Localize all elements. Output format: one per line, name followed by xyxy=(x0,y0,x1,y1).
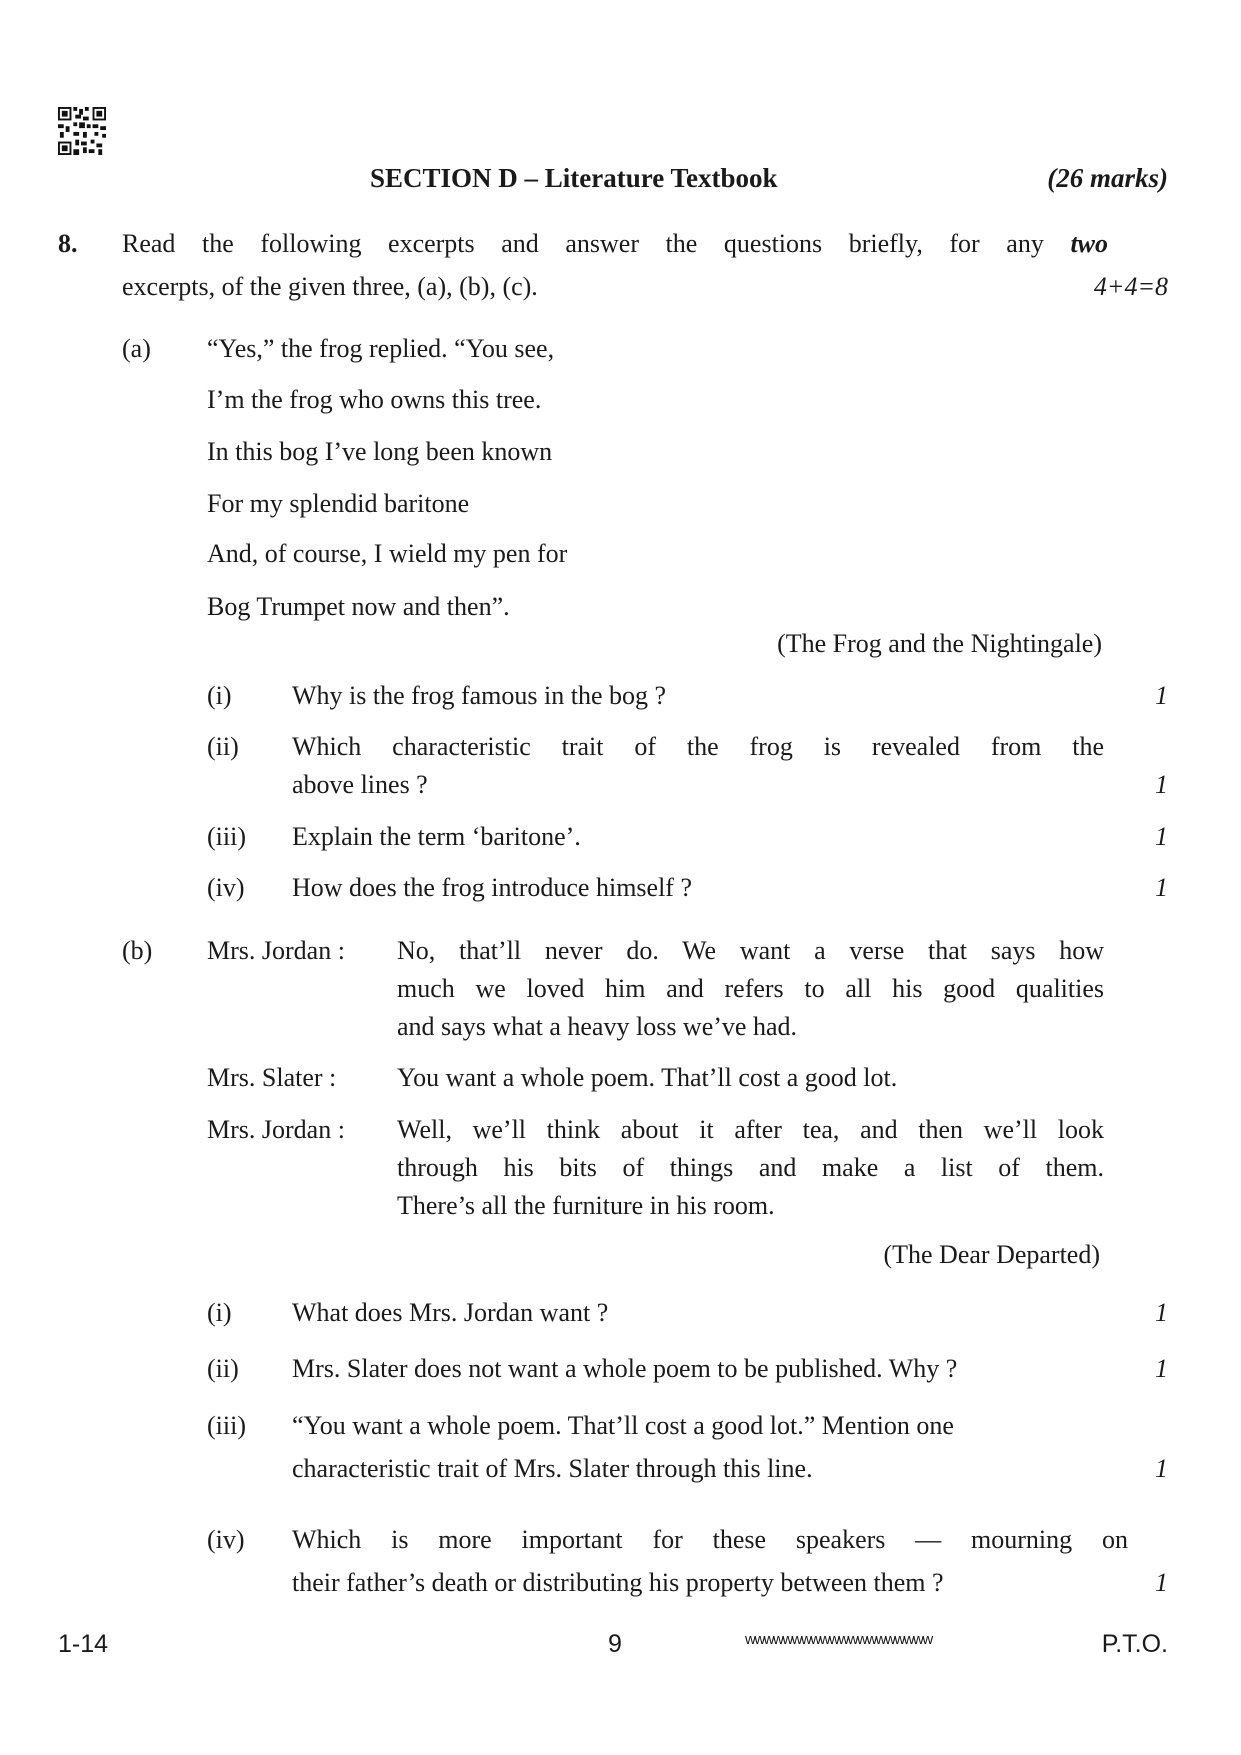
pto-label: P.T.O. xyxy=(1101,1630,1168,1658)
wave-decoration: wwwwwwwwwwwwwwwwwwww xyxy=(745,1631,932,1648)
sub-question-text: Explain the term ‘baritone’. xyxy=(292,822,581,851)
instruction-line-2: excerpts, of the given three, (a), (b), (c). xyxy=(122,272,538,301)
dialogue-line: Well, we’ll think about it after tea, and then we’ll look xyxy=(397,1115,1104,1144)
sub-question-marks: 1 xyxy=(1155,873,1168,902)
sub-question-number: (ii) xyxy=(207,732,239,761)
poem-line: Bog Trumpet now and then”. xyxy=(207,592,510,621)
source-citation: (The Frog and the Nightingale) xyxy=(777,629,1102,658)
dialogue-line: and says what a heavy loss we’ve had. xyxy=(397,1012,797,1041)
sub-question-text: “You want a whole poem. That’ll cost a good lot.” Mention one xyxy=(292,1411,954,1440)
sub-question-marks: 1 xyxy=(1155,822,1168,851)
sub-question-number: (ii) xyxy=(207,1354,239,1383)
dialogue-line: You want a whole poem. That’ll cost a good lot. xyxy=(397,1063,898,1092)
dialogue-speaker: Mrs. Jordan : xyxy=(207,1115,345,1144)
section-title: SECTION D – Literature Textbook xyxy=(370,163,778,193)
sub-question-marks: 1 xyxy=(1155,681,1168,710)
question-number: 8. xyxy=(58,229,78,258)
sub-question-marks: 1 xyxy=(1155,1298,1168,1327)
sub-question-text: above lines ? xyxy=(292,770,428,799)
poem-line: “Yes,” the frog replied. “You see, xyxy=(207,334,555,363)
part-b-label: (b) xyxy=(122,936,153,965)
dialogue-line: much we loved him and refers to all his good qualities xyxy=(397,974,1104,1003)
sub-question-marks: 1 xyxy=(1155,1354,1168,1383)
qr-code-icon xyxy=(58,107,106,155)
paper-code: 1-14 xyxy=(58,1630,109,1658)
dialogue-speaker: Mrs. Slater : xyxy=(207,1063,337,1092)
sub-question-number: (iv) xyxy=(207,873,245,902)
sub-question-text: What does Mrs. Jordan want ? xyxy=(292,1298,609,1327)
sub-question-text: Mrs. Slater does not want a whole poem to be published. Why ? xyxy=(292,1354,958,1383)
dialogue-line: No, that’ll never do. We want a verse that says how xyxy=(397,936,1104,965)
poem-line: In this bog I’ve long been known xyxy=(207,437,553,466)
part-a-label: (a) xyxy=(122,334,151,363)
page-number: 9 xyxy=(608,1630,622,1658)
sub-question-text: characteristic trait of Mrs. Slater through this line. xyxy=(292,1454,813,1483)
sub-question-number: (i) xyxy=(207,1298,232,1327)
source-citation: (The Dear Departed) xyxy=(883,1240,1100,1269)
poem-line: For my splendid baritone xyxy=(207,489,470,518)
sub-question-number: (iii) xyxy=(207,1411,246,1440)
sub-question-text: Which characteristic trait of the frog is revealed from the xyxy=(292,732,1104,761)
sub-question-text: Why is the frog famous in the bog ? xyxy=(292,681,667,710)
sub-question-marks: 1 xyxy=(1155,1454,1168,1483)
sub-question-number: (iii) xyxy=(207,822,246,851)
poem-line: I’m the frog who owns this tree. xyxy=(207,385,542,414)
sub-question-text: Which is more important for these speakers — mourning on xyxy=(292,1525,1128,1554)
sub-question-number: (iv) xyxy=(207,1525,245,1554)
section-marks: (26 marks) xyxy=(1047,163,1168,193)
instruction-emphasis: two xyxy=(1070,229,1109,258)
dialogue-line: through his bits of things and make a list of them. xyxy=(397,1153,1104,1182)
question-marks: 4+4=8 xyxy=(1093,272,1168,301)
poem-line: And, of course, I wield my pen for xyxy=(207,539,568,568)
sub-question-text: How does the frog introduce himself ? xyxy=(292,873,693,902)
dialogue-speaker: Mrs. Jordan : xyxy=(207,936,345,965)
sub-question-marks: 1 xyxy=(1155,770,1168,799)
sub-question-marks: 1 xyxy=(1155,1568,1168,1597)
dialogue-line: There’s all the furniture in his room. xyxy=(397,1191,775,1220)
instruction-line-1: Read the following excerpts and answer the questions briefly, for any two xyxy=(122,229,1109,258)
sub-question-number: (i) xyxy=(207,681,232,710)
sub-question-text: their father’s death or distributing his property between them ? xyxy=(292,1568,944,1597)
